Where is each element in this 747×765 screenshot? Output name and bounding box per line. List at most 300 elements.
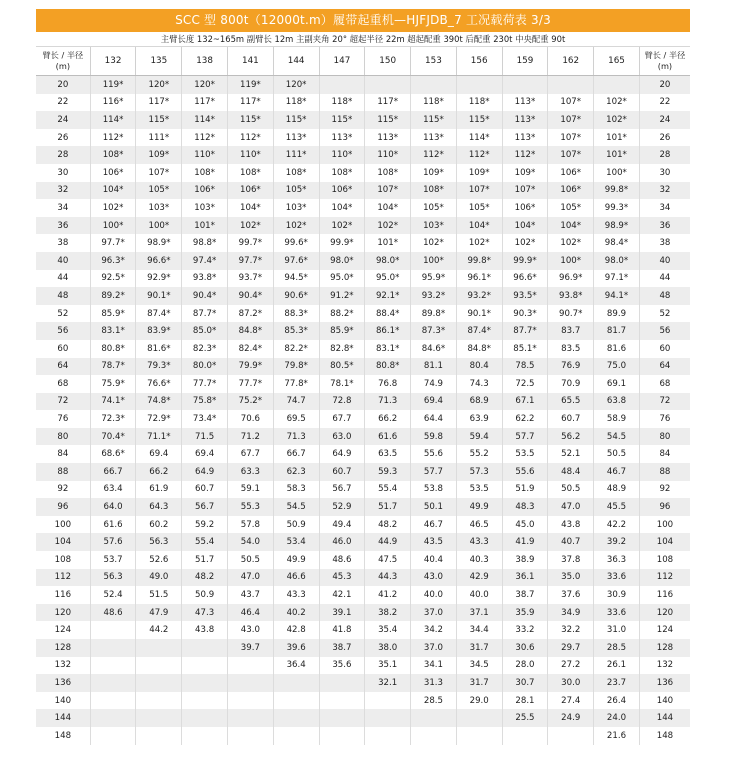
load-cell: 85.1*	[502, 340, 548, 358]
load-cell	[227, 727, 273, 745]
load-cell: 73.4*	[182, 410, 228, 428]
radius-right: 40	[639, 252, 690, 270]
load-cell	[319, 692, 365, 710]
radius-right: 100	[639, 516, 690, 534]
load-cell: 81.7	[594, 322, 640, 340]
load-cell: 38.0	[365, 639, 411, 657]
load-cell	[90, 692, 136, 710]
load-cell: 106*	[227, 182, 273, 200]
radius-right: 112	[639, 569, 690, 587]
load-cell: 71.2	[227, 428, 273, 446]
radius-right: 34	[639, 199, 690, 217]
load-cell: 115*	[456, 111, 502, 129]
load-cell: 37.6	[548, 586, 594, 604]
load-cell	[319, 709, 365, 727]
load-cell: 35.9	[502, 604, 548, 622]
load-cell	[319, 674, 365, 692]
load-cell: 80.4	[456, 358, 502, 376]
load-cell: 99.6*	[273, 234, 319, 252]
radius-left: 104	[36, 533, 90, 551]
load-cell: 117*	[365, 94, 411, 112]
load-cell: 57.7	[502, 428, 548, 446]
load-cell: 98.8*	[182, 234, 228, 252]
load-cell	[273, 674, 319, 692]
load-cell: 113*	[502, 111, 548, 129]
load-cell	[182, 674, 228, 692]
load-cell: 60.7	[319, 463, 365, 481]
load-cell: 102*	[456, 234, 502, 252]
load-cell: 106*	[319, 182, 365, 200]
load-cell: 82.3*	[182, 340, 228, 358]
load-cell	[319, 76, 365, 94]
load-cell: 69.4	[136, 445, 182, 463]
load-cell: 59.4	[456, 428, 502, 446]
load-cell: 34.2	[411, 621, 457, 639]
load-cell	[273, 692, 319, 710]
load-cell: 85.9*	[319, 322, 365, 340]
load-cell: 30.0	[548, 674, 594, 692]
load-cell: 47.9	[136, 604, 182, 622]
load-cell: 53.8	[411, 481, 457, 499]
load-row	[36, 621, 690, 639]
load-cell: 32.2	[548, 621, 594, 639]
load-row	[36, 393, 690, 411]
load-cell: 75.8*	[182, 393, 228, 411]
load-row	[36, 270, 690, 288]
radius-left: 76	[57, 414, 69, 425]
radius-left: 22	[57, 97, 69, 108]
load-cell: 81.6	[594, 340, 640, 358]
load-cell: 103*	[273, 199, 319, 217]
load-cell: 105*	[548, 199, 594, 217]
load-cell: 31.7	[456, 674, 502, 692]
load-cell: 28.0	[502, 657, 548, 675]
load-cell: 92.5*	[90, 270, 136, 288]
load-cell: 102*	[90, 199, 136, 217]
load-cell: 109*	[456, 164, 502, 182]
load-cell: 50.9	[273, 516, 319, 534]
load-cell: 77.7*	[182, 375, 228, 393]
load-cell: 103*	[182, 199, 228, 217]
load-cell: 35.0	[548, 569, 594, 587]
load-cell: 107*	[365, 182, 411, 200]
load-cell: 100*	[594, 164, 640, 182]
load-cell: 74.1*	[90, 393, 136, 411]
load-cell: 108*	[365, 164, 411, 182]
load-cell: 98.0*	[365, 252, 411, 270]
load-cell: 91.2*	[319, 287, 365, 305]
load-cell	[548, 76, 594, 94]
load-row	[36, 146, 690, 164]
load-row	[36, 586, 690, 604]
load-cell: 53.7	[90, 551, 136, 569]
load-cell: 115*	[411, 111, 457, 129]
load-cell: 80.8*	[365, 358, 411, 376]
load-cell: 43.3	[273, 586, 319, 604]
load-cell: 61.9	[136, 481, 182, 499]
load-cell: 97.6*	[273, 252, 319, 270]
header-radius-right-label: 臂长 / 半径	[644, 50, 686, 60]
radius-left: 92	[57, 484, 69, 495]
load-cell: 93.2*	[411, 287, 457, 305]
radius-right: 132	[639, 657, 690, 675]
load-cell: 63.9	[456, 410, 502, 428]
load-cell: 43.8	[548, 516, 594, 534]
load-cell: 57.8	[227, 516, 273, 534]
load-row	[36, 111, 690, 129]
load-cell: 90.3*	[502, 305, 548, 323]
radius-right: 80	[639, 428, 690, 446]
load-cell: 115*	[227, 111, 273, 129]
radius-left: 148	[54, 730, 72, 741]
load-cell	[273, 709, 319, 727]
load-cell: 89.9	[594, 305, 640, 323]
load-cell	[411, 76, 457, 94]
radius-left: 64	[36, 358, 90, 376]
load-cell: 66.7	[90, 463, 136, 481]
load-row	[36, 674, 690, 692]
load-cell: 45.0	[502, 516, 548, 534]
load-cell: 53.5	[456, 481, 502, 499]
load-cell	[365, 76, 411, 94]
load-cell: 48.6	[319, 551, 365, 569]
load-cell: 33.6	[594, 604, 640, 622]
load-cell: 113*	[273, 129, 319, 147]
load-cell: 107*	[548, 94, 594, 112]
load-cell: 66.2	[136, 463, 182, 481]
load-cell: 59.3	[365, 463, 411, 481]
load-cell	[136, 639, 182, 657]
boom-length-header: 135	[136, 47, 182, 76]
load-cell: 118*	[273, 94, 319, 112]
radius-right: 116	[639, 586, 690, 604]
load-cell: 106*	[90, 164, 136, 182]
load-cell: 56.7	[319, 481, 365, 499]
load-cell: 53.4	[273, 533, 319, 551]
load-cell: 104*	[227, 199, 273, 217]
load-cell: 62.3	[273, 463, 319, 481]
load-cell: 52.4	[90, 586, 136, 604]
load-cell: 49.9	[456, 498, 502, 516]
load-cell: 112*	[182, 129, 228, 147]
load-cell: 108*	[319, 164, 365, 182]
load-cell: 64.9	[319, 445, 365, 463]
load-cell: 64.0	[90, 498, 136, 516]
load-cell	[182, 657, 228, 675]
load-cell: 84.8*	[227, 322, 273, 340]
load-row	[36, 252, 690, 270]
load-cell: 55.4	[182, 533, 228, 551]
load-cell: 74.9	[411, 375, 457, 393]
load-cell: 41.9	[502, 533, 548, 551]
load-cell	[502, 76, 548, 94]
radius-right: 140	[639, 692, 690, 710]
load-cell: 110*	[365, 146, 411, 164]
load-cell: 33.2	[502, 621, 548, 639]
load-cell: 112*	[502, 146, 548, 164]
load-cell: 29.0	[456, 692, 502, 710]
radius-right: 124	[639, 621, 690, 639]
load-cell: 90.6*	[273, 287, 319, 305]
load-cell	[365, 692, 411, 710]
load-cell: 83.5	[548, 340, 594, 358]
load-cell: 83.9*	[136, 322, 182, 340]
load-cell: 40.2	[273, 604, 319, 622]
load-cell	[456, 727, 502, 745]
load-cell: 50.5	[548, 481, 594, 499]
load-cell: 101*	[594, 129, 640, 147]
load-cell	[90, 709, 136, 727]
load-cell: 83.1*	[365, 340, 411, 358]
load-cell: 104*	[502, 217, 548, 235]
load-cell: 119*	[90, 76, 136, 94]
load-row	[36, 428, 690, 446]
radius-left: 24	[36, 111, 90, 129]
load-cell: 63.8	[594, 393, 640, 411]
load-cell: 47.5	[365, 551, 411, 569]
load-row	[36, 340, 690, 358]
load-cell	[136, 692, 182, 710]
radius-left: 100	[54, 519, 72, 530]
radius-left: 48	[36, 287, 90, 305]
load-cell: 26.4	[594, 692, 640, 710]
load-cell: 102*	[594, 94, 640, 112]
load-cell: 52.9	[319, 498, 365, 516]
load-cell: 120*	[182, 76, 228, 94]
load-cell: 88.3*	[273, 305, 319, 323]
radius-left: 132	[54, 660, 72, 671]
load-cell: 57.6	[90, 533, 136, 551]
load-cell: 23.7	[594, 674, 640, 692]
load-cell: 36.4	[273, 657, 319, 675]
load-cell: 49.4	[319, 516, 365, 534]
load-cell: 99.9*	[319, 234, 365, 252]
load-cell: 90.1*	[136, 287, 182, 305]
radius-left: 108	[54, 554, 72, 565]
load-row	[36, 445, 690, 463]
load-cell: 35.1	[365, 657, 411, 675]
load-cell: 41.8	[319, 621, 365, 639]
load-cell: 107*	[548, 111, 594, 129]
load-cell: 87.7*	[502, 322, 548, 340]
radius-left: 124	[54, 625, 72, 636]
load-cell: 83.1*	[90, 322, 136, 340]
radius-right: 76	[639, 410, 690, 428]
radius-left: 72	[36, 393, 90, 411]
load-row	[36, 129, 690, 147]
radius-left: 38	[57, 238, 69, 249]
load-cell: 58.9	[594, 410, 640, 428]
load-row	[36, 358, 690, 376]
radius-left: 20	[36, 76, 90, 94]
load-cell: 51.7	[365, 498, 411, 516]
load-cell: 58.3	[273, 481, 319, 499]
load-cell: 66.7	[273, 445, 319, 463]
load-cell: 106*	[548, 182, 594, 200]
load-cell: 98.4*	[594, 234, 640, 252]
load-cell: 61.6	[90, 516, 136, 534]
load-cell: 99.7*	[227, 234, 273, 252]
load-cell: 40.4	[411, 551, 457, 569]
load-cell: 46.7	[594, 463, 640, 481]
load-cell: 42.9	[456, 569, 502, 587]
load-cell: 98.0*	[319, 252, 365, 270]
load-cell	[136, 709, 182, 727]
load-cell: 107*	[502, 182, 548, 200]
load-cell: 80.5*	[319, 358, 365, 376]
radius-right: 68	[639, 375, 690, 393]
load-cell: 48.9	[594, 481, 640, 499]
load-cell: 54.0	[227, 533, 273, 551]
load-row	[36, 551, 690, 569]
load-cell: 68.9	[456, 393, 502, 411]
load-cell: 63.4	[90, 481, 136, 499]
radius-left: 112	[36, 569, 90, 587]
load-cell	[90, 621, 136, 639]
load-cell: 37.0	[411, 639, 457, 657]
radius-right: 136	[639, 674, 690, 692]
header-radius-left-label: 臂长 / 半径	[42, 50, 84, 60]
load-cell: 43.0	[411, 569, 457, 587]
radius-right: 44	[639, 270, 690, 288]
load-cell: 109*	[136, 146, 182, 164]
load-cell	[90, 727, 136, 745]
load-cell	[136, 727, 182, 745]
load-cell	[456, 709, 502, 727]
load-cell: 71.3	[365, 393, 411, 411]
load-cell: 118*	[319, 94, 365, 112]
load-row	[36, 709, 690, 727]
load-cell: 61.6	[365, 428, 411, 446]
load-cell	[319, 727, 365, 745]
load-cell: 48.2	[182, 569, 228, 587]
load-cell: 85.9*	[90, 305, 136, 323]
load-cell: 110*	[319, 146, 365, 164]
load-cell: 65.5	[548, 393, 594, 411]
load-cell: 96.6*	[502, 270, 548, 288]
boom-length-header: 132	[90, 47, 136, 76]
radius-right: 32	[639, 182, 690, 200]
load-cell	[136, 657, 182, 675]
load-cell: 31.0	[594, 621, 640, 639]
load-cell: 70.6	[227, 410, 273, 428]
load-cell: 105*	[273, 182, 319, 200]
load-cell: 105*	[456, 199, 502, 217]
load-cell: 38.9	[502, 551, 548, 569]
load-cell: 59.8	[411, 428, 457, 446]
load-row	[36, 94, 690, 112]
load-cell: 99.3*	[594, 199, 640, 217]
load-cell: 104*	[319, 199, 365, 217]
load-cell: 106*	[182, 182, 228, 200]
load-cell: 29.7	[548, 639, 594, 657]
radius-left: 60	[57, 343, 69, 354]
load-cell	[90, 674, 136, 692]
load-cell: 88.2*	[319, 305, 365, 323]
load-cell: 113*	[502, 129, 548, 147]
load-cell: 93.2*	[456, 287, 502, 305]
load-cell: 75.2*	[227, 393, 273, 411]
radius-right: 30	[639, 164, 690, 182]
load-cell: 71.1*	[136, 428, 182, 446]
radius-right: 88	[639, 463, 690, 481]
load-cell: 115*	[273, 111, 319, 129]
load-cell: 41.2	[365, 586, 411, 604]
load-cell: 82.8*	[319, 340, 365, 358]
load-cell: 101*	[594, 146, 640, 164]
load-cell: 94.5*	[273, 270, 319, 288]
load-cell: 82.4*	[227, 340, 273, 358]
load-cell: 69.4	[411, 393, 457, 411]
load-cell: 31.7	[456, 639, 502, 657]
load-cell: 92.9*	[136, 270, 182, 288]
load-cell: 64.4	[411, 410, 457, 428]
load-cell: 94.1*	[594, 287, 640, 305]
load-cell	[182, 727, 228, 745]
load-cell: 76.8	[365, 375, 411, 393]
load-cell: 70.4*	[90, 428, 136, 446]
load-cell: 55.4	[365, 481, 411, 499]
load-cell: 112*	[90, 129, 136, 147]
load-cell	[411, 709, 457, 727]
load-row	[36, 569, 690, 587]
radius-left: 36	[36, 217, 90, 235]
load-cell: 119*	[227, 76, 273, 94]
load-cell	[502, 727, 548, 745]
load-cell	[456, 76, 502, 94]
load-cell: 50.1	[411, 498, 457, 516]
load-cell: 71.3	[273, 428, 319, 446]
load-cell: 69.5	[273, 410, 319, 428]
load-cell: 105*	[136, 182, 182, 200]
load-cell: 90.7*	[548, 305, 594, 323]
load-cell	[365, 727, 411, 745]
radius-right: 104	[639, 533, 690, 551]
load-cell	[182, 639, 228, 657]
load-cell: 104*	[365, 199, 411, 217]
load-cell: 78.7*	[90, 358, 136, 376]
load-cell	[227, 692, 273, 710]
header-row	[36, 47, 690, 76]
load-cell: 37.8	[548, 551, 594, 569]
load-cell: 71.5	[182, 428, 228, 446]
load-cell: 104*	[548, 217, 594, 235]
load-cell: 48.4	[548, 463, 594, 481]
radius-right: 120	[639, 604, 690, 622]
load-cell: 102*	[273, 217, 319, 235]
load-cell: 48.2	[365, 516, 411, 534]
load-row	[36, 234, 690, 252]
load-cell: 100*	[136, 217, 182, 235]
load-table-body	[36, 32, 690, 745]
load-cell: 35.6	[319, 657, 365, 675]
load-cell: 46.0	[319, 533, 365, 551]
load-cell: 102*	[365, 217, 411, 235]
load-cell: 79.9*	[227, 358, 273, 376]
radius-left: 88	[36, 463, 90, 481]
radius-right: 144	[639, 709, 690, 727]
load-cell: 114*	[456, 129, 502, 147]
load-cell: 28.5	[411, 692, 457, 710]
load-cell: 97.4*	[182, 252, 228, 270]
load-cell: 38.2	[365, 604, 411, 622]
load-cell: 84.6*	[411, 340, 457, 358]
load-cell: 27.2	[548, 657, 594, 675]
load-cell: 43.0	[227, 621, 273, 639]
load-cell: 69.1	[594, 375, 640, 393]
load-cell: 100*	[90, 217, 136, 235]
radius-left: 26	[57, 132, 69, 143]
